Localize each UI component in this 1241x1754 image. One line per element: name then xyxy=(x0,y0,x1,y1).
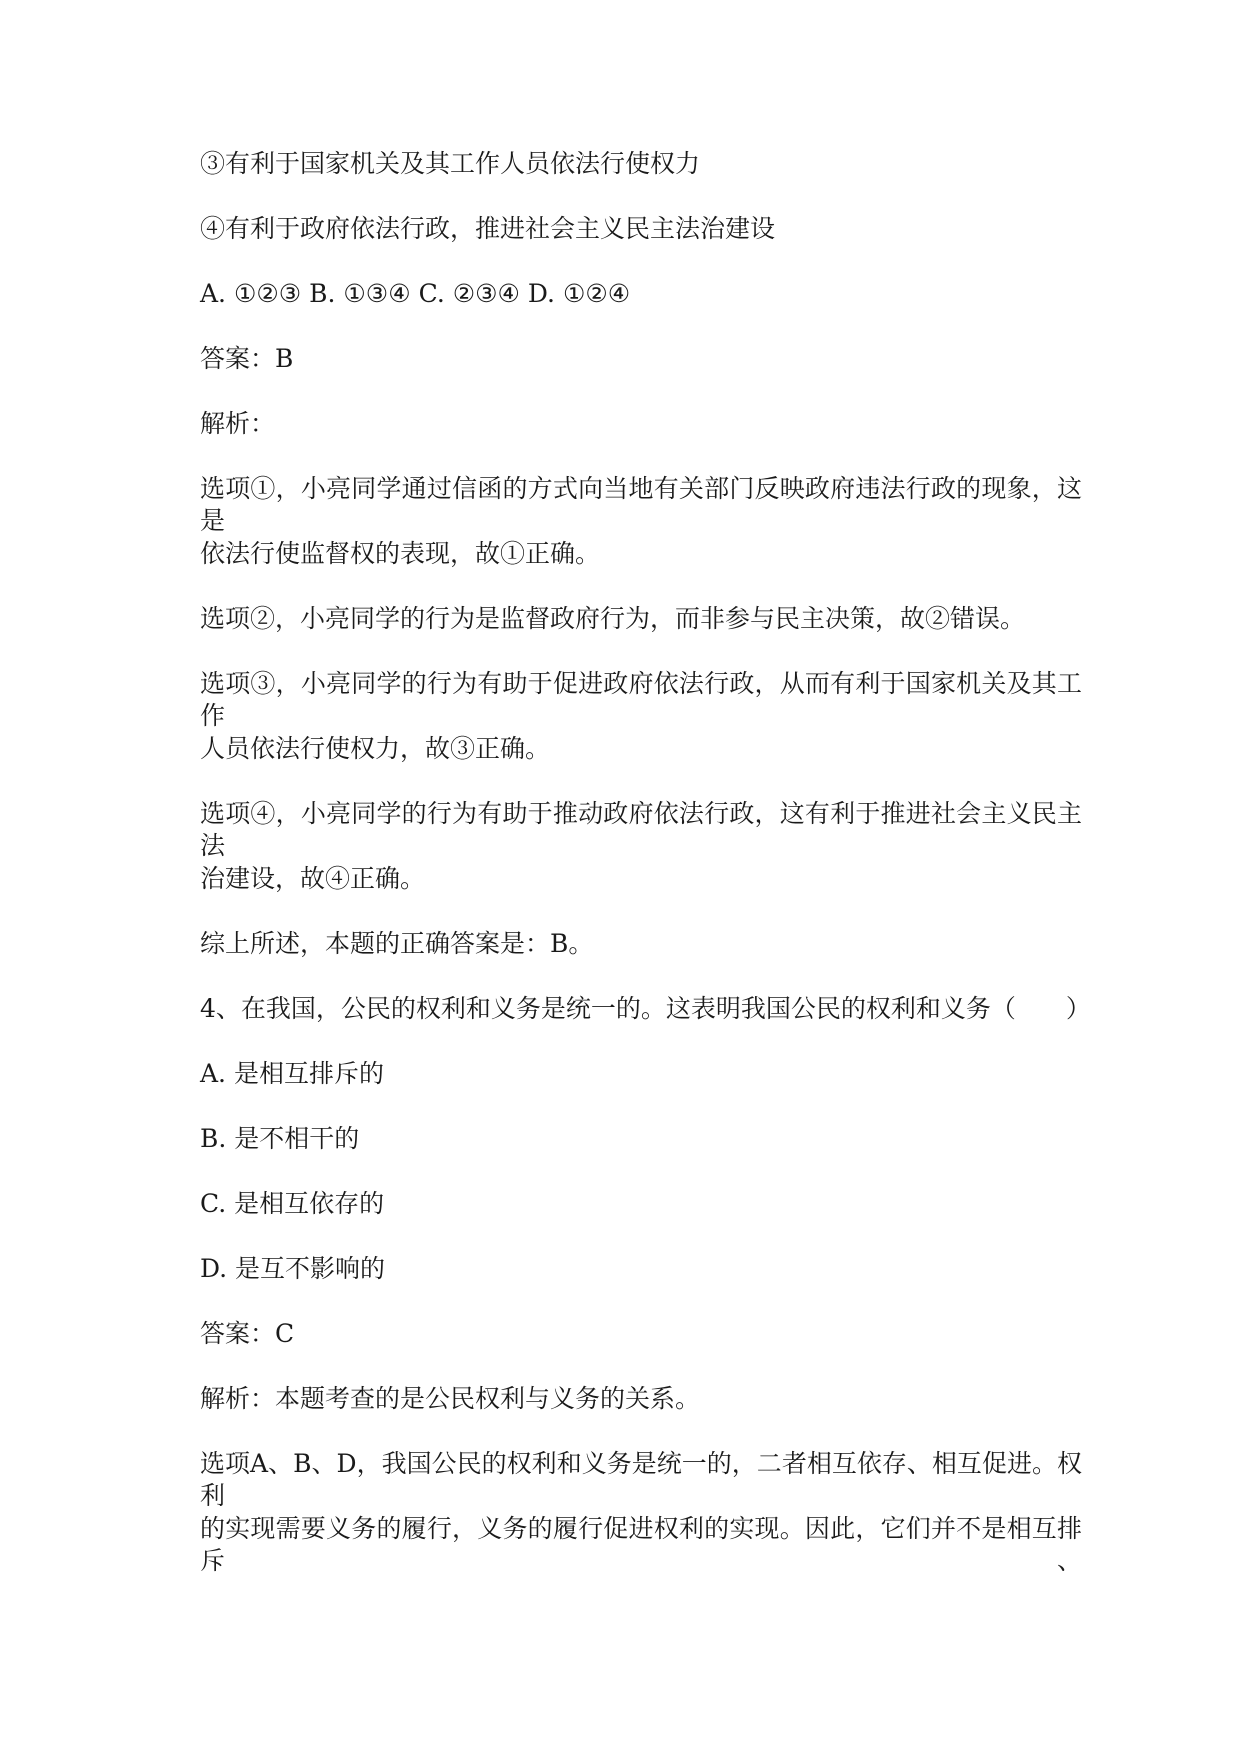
option-line: A. ①②③ B. ①③④ C. ②③④ D. ①②④ xyxy=(200,279,631,308)
option-b: B. 是不相干的 xyxy=(200,1124,360,1153)
text-line: 选项①，小亮同学通过信函的方式向当地有关部门反映政府违法行政的现象，这是 xyxy=(200,474,1082,535)
text-line: ④有利于政府依法行政，推进社会主义民主法治建设 xyxy=(200,214,776,243)
option-d: D. 是互不影响的 xyxy=(200,1254,386,1283)
option-a: A. 是相互排斥的 xyxy=(200,1059,384,1088)
text-line: 的实现需要义务的履行，义务的履行促进权利的实现。因此，它们并不是相互排斥、 xyxy=(200,1514,1082,1575)
text-line: 选项④，小亮同学的行为有助于推动政府依法行政，这有利于推进社会主义民主法 xyxy=(200,799,1082,860)
text-line: 选项③，小亮同学的行为有助于促进政府依法行政，从而有利于国家机关及其工作 xyxy=(200,669,1082,730)
answer-line: 答案：C xyxy=(200,1319,295,1348)
text-line: 人员依法行使权力，故③正确。 xyxy=(200,734,551,763)
option-c: C. 是相互依存的 xyxy=(200,1189,385,1218)
text-line: 综上所述，本题的正确答案是：B。 xyxy=(200,929,594,958)
text-line: ③有利于国家机关及其工作人员依法行使权力 xyxy=(200,149,701,178)
question-line: 4、在我国，公民的权利和义务是统一的。这表明我国公民的权利和义务（ ） xyxy=(200,994,1091,1023)
analysis-line: 解析：本题考查的是公民权利与义务的关系。 xyxy=(200,1384,701,1413)
answer-line: 答案：B xyxy=(200,344,294,373)
text-line: 选项A、B、D，我国公民的权利和义务是统一的，二者相互依存、相互促进。权利 xyxy=(200,1449,1082,1510)
analysis-heading: 解析： xyxy=(200,409,276,438)
text-line: 依法行使监督权的表现，故①正确。 xyxy=(200,539,601,568)
text-line: 治建设，故④正确。 xyxy=(200,864,426,893)
text-line: 选项②，小亮同学的行为是监督政府行为，而非参与民主决策，故②错误。 xyxy=(200,604,1026,633)
